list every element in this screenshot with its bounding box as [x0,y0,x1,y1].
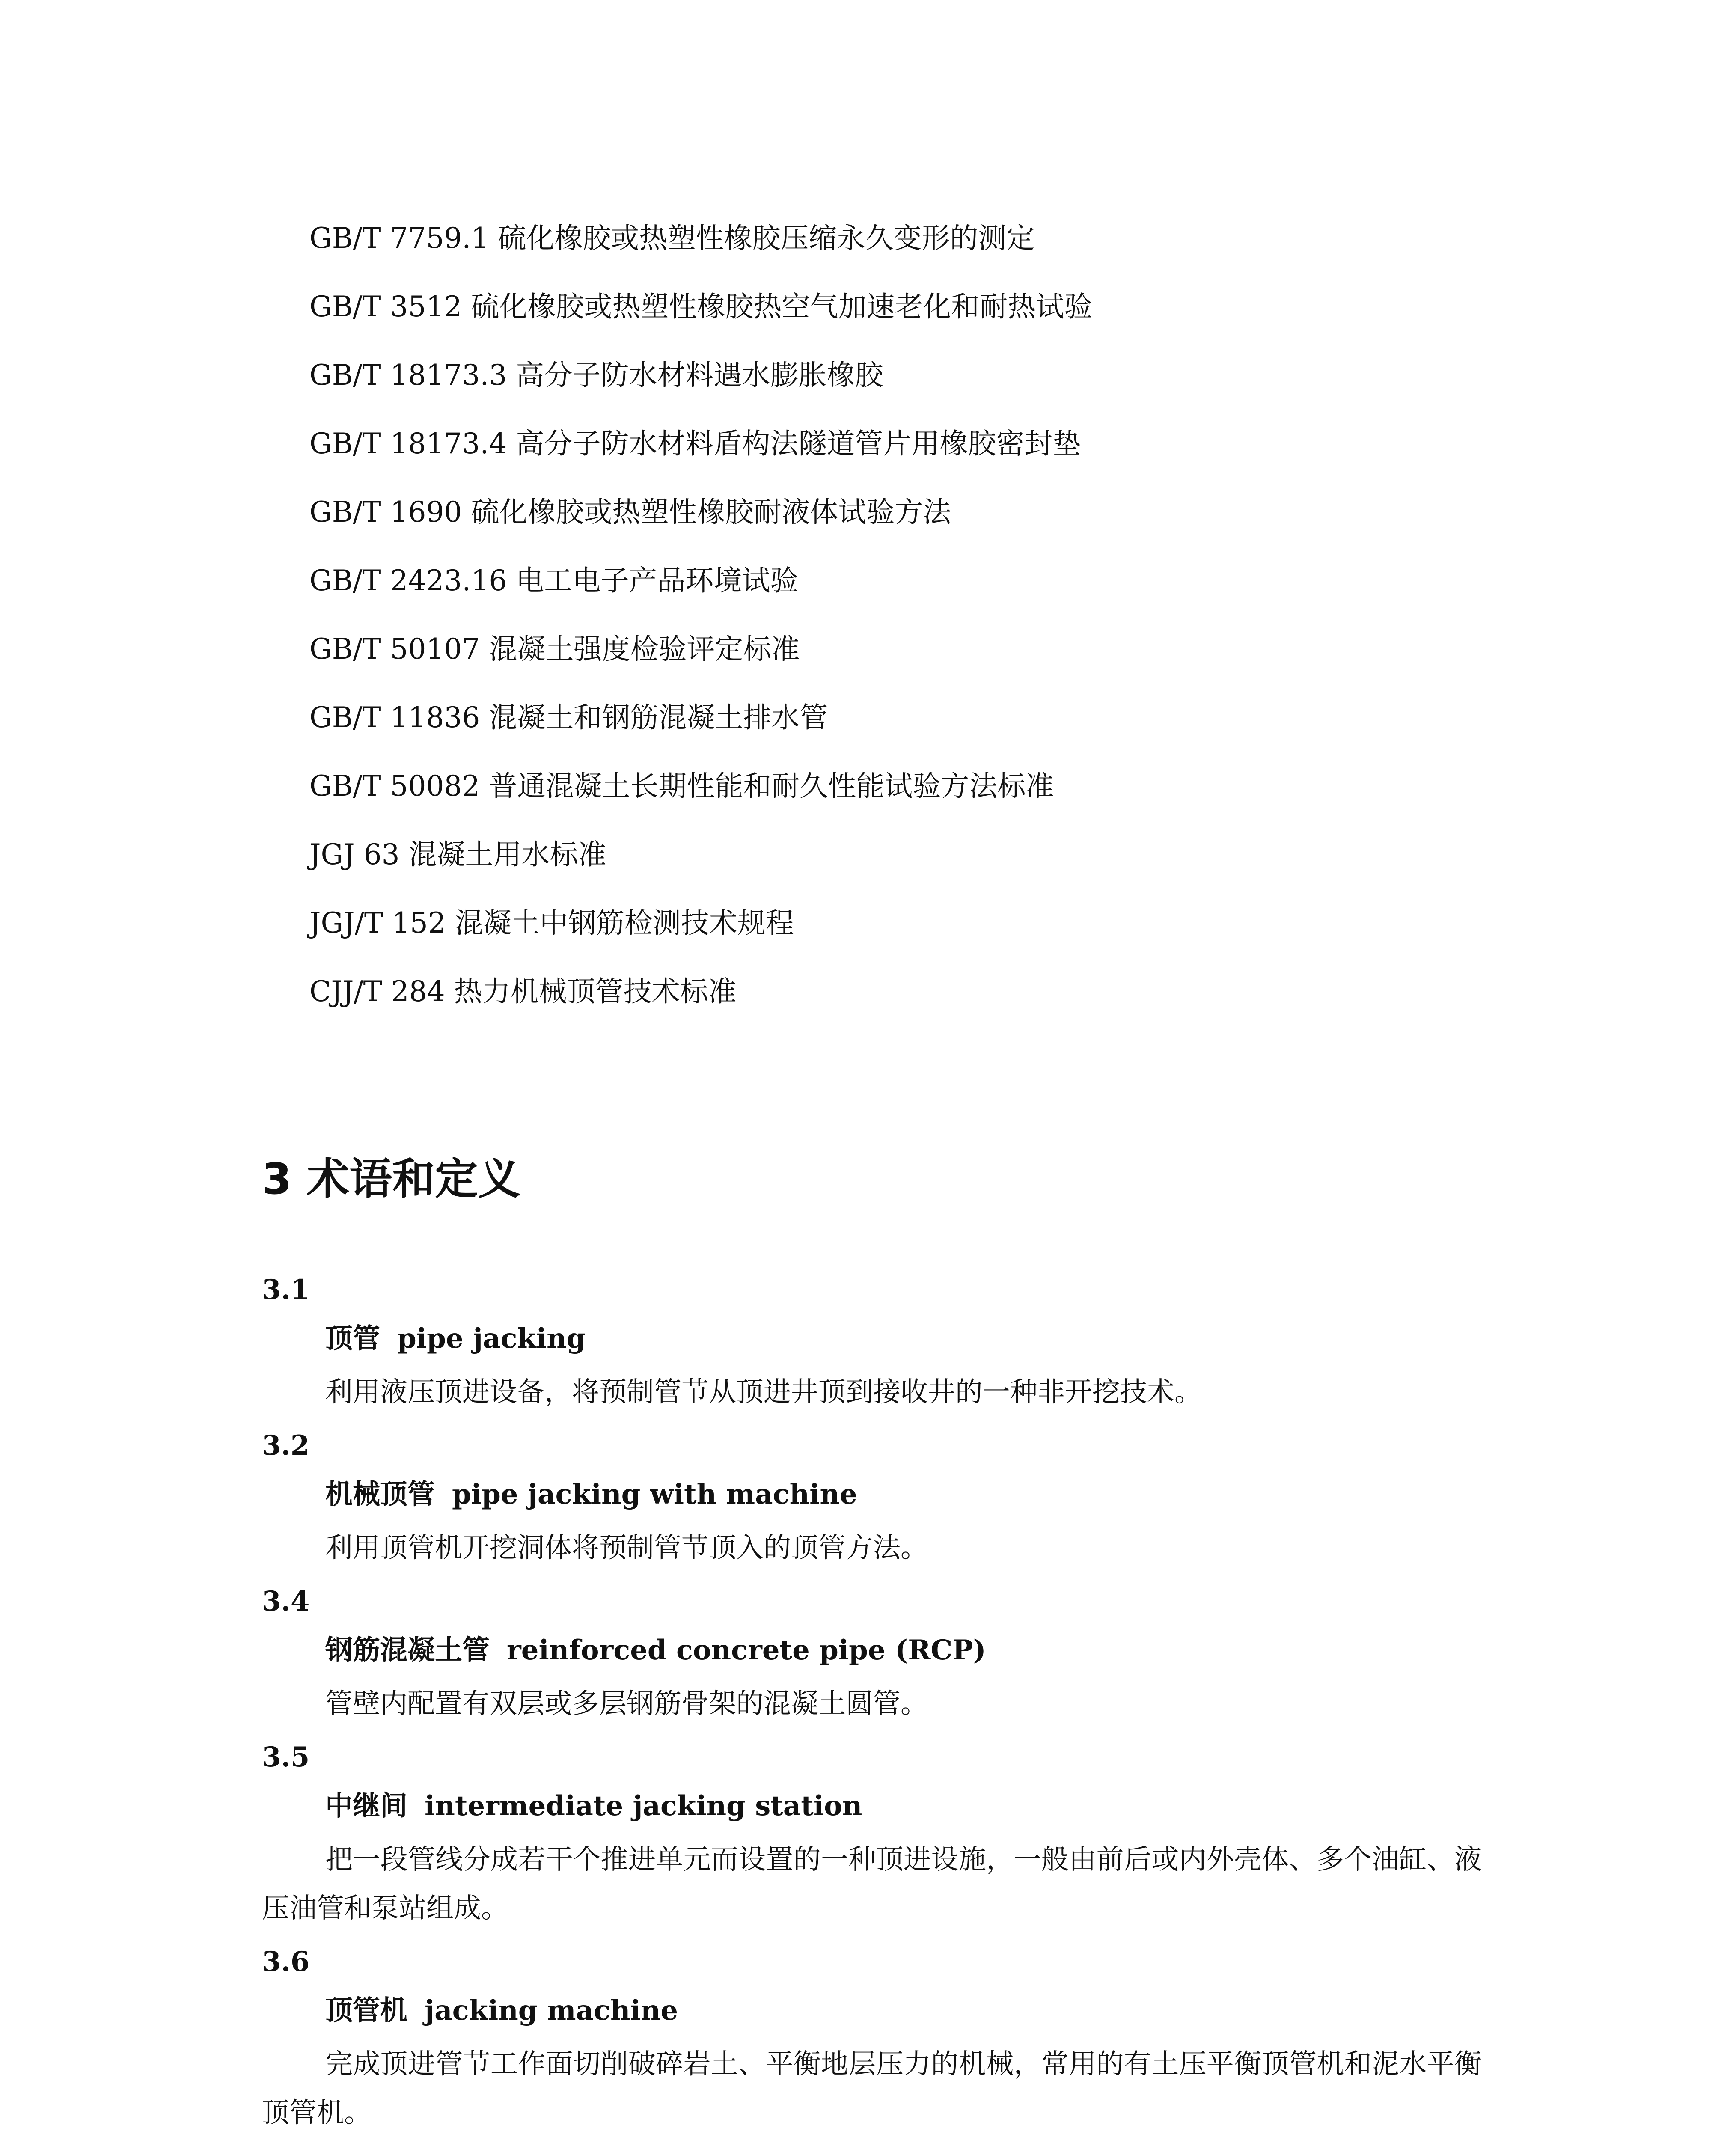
reference-item: CJJ/T 284 热力机械顶管技术标准 [309,975,737,1008]
term-title [262,1991,1482,2030]
reference-item: GB/T 18173.4 高分子防水材料盾构法隧道管片用橡胶密封垫 [309,427,1081,460]
reference-item: GB/T 50107 混凝土强度检验评定标准 [309,633,800,666]
term-title [262,1631,1482,1670]
term-definition: 利用顶管机开挖洞体将预制管节顶入的顶管方法。 [325,1532,928,1564]
reference-item: GB/T 7759.1 硫化橡胶或热塑性橡胶压缩永久变形的测定 [309,222,1035,255]
reference-item: GB/T 50082 普通混凝土长期性能和耐久性能试验方法标准 [309,770,1054,802]
term-english-name: pipe jacking with machine [452,1478,857,1510]
reference-item: GB/T 2423.16 电工电子产品环境试验 [309,564,799,597]
term-entry [262,1582,1482,1728]
term-title [262,1475,1482,1514]
term-chinese-name: 钢筋混凝土管 [325,1635,490,1666]
term-english-name: pipe jacking [397,1323,586,1355]
term-chinese-name: 顶管机 [325,1995,407,2027]
reference-item: GB/T 18173.3 高分子防水材料遇水膨胀橡胶 [309,359,883,392]
reference-item: GB/T 11836 混凝土和钢筋混凝土排水管 [309,701,828,734]
term-entry [262,1270,1482,1417]
term-english-name: jacking machine [425,1994,678,2027]
term-entry [262,1426,1482,1572]
term-entry [262,1738,1482,1933]
term-english-name: intermediate jacking station [425,1790,862,1822]
term-english-name: reinforced concrete pipe (RCP) [507,1634,986,1666]
term-entry [262,1942,1482,2137]
term-number: 3.2 [262,1430,310,1462]
term-title [262,1319,1482,1358]
term-title [262,1786,1482,1826]
reference-item: JGJ 63 混凝土用水标准 [309,838,606,871]
normative-references-list [309,219,1636,1041]
section-heading: 3 术语和定义 [262,1154,521,1204]
term-chinese-name: 机械顶管 [325,1479,435,1510]
term-definition: 把一段管线分成若干个推进单元而设置的一种顶进设施，一般由前后或内外壳体、多个油缸、液压油管和泵站组成。 [262,1844,1482,1924]
term-number: 3.1 [262,1274,310,1306]
reference-item: JGJ/T 152 混凝土中钢筋检测技术规程 [309,907,794,939]
term-number: 3.6 [262,1946,310,1978]
term-chinese-name: 顶管 [325,1323,380,1355]
term-definition: 管壁内配置有双层或多层钢筋骨架的混凝土圆管。 [325,1688,928,1720]
term-chinese-name: 中继间 [325,1790,407,1822]
reference-item: GB/T 1690 硫化橡胶或热塑性橡胶耐液体试验方法 [309,496,951,529]
term-number: 3.5 [262,1741,310,1773]
terms-list [262,1270,1482,2140]
term-definition: 完成顶进管节工作面切削破碎岩土、平衡地层压力的机械，常用的有土压平衡顶管机和泥水平衡顶管机。 [262,2048,1482,2129]
reference-item: GB/T 3512 硫化橡胶或热塑性橡胶热空气加速老化和耐热试验 [309,290,1093,323]
term-definition: 利用液压顶进设备，将预制管节从顶进井顶到接收井的一种非开挖技术。 [325,1376,1202,1408]
term-number: 3.4 [262,1585,310,1617]
